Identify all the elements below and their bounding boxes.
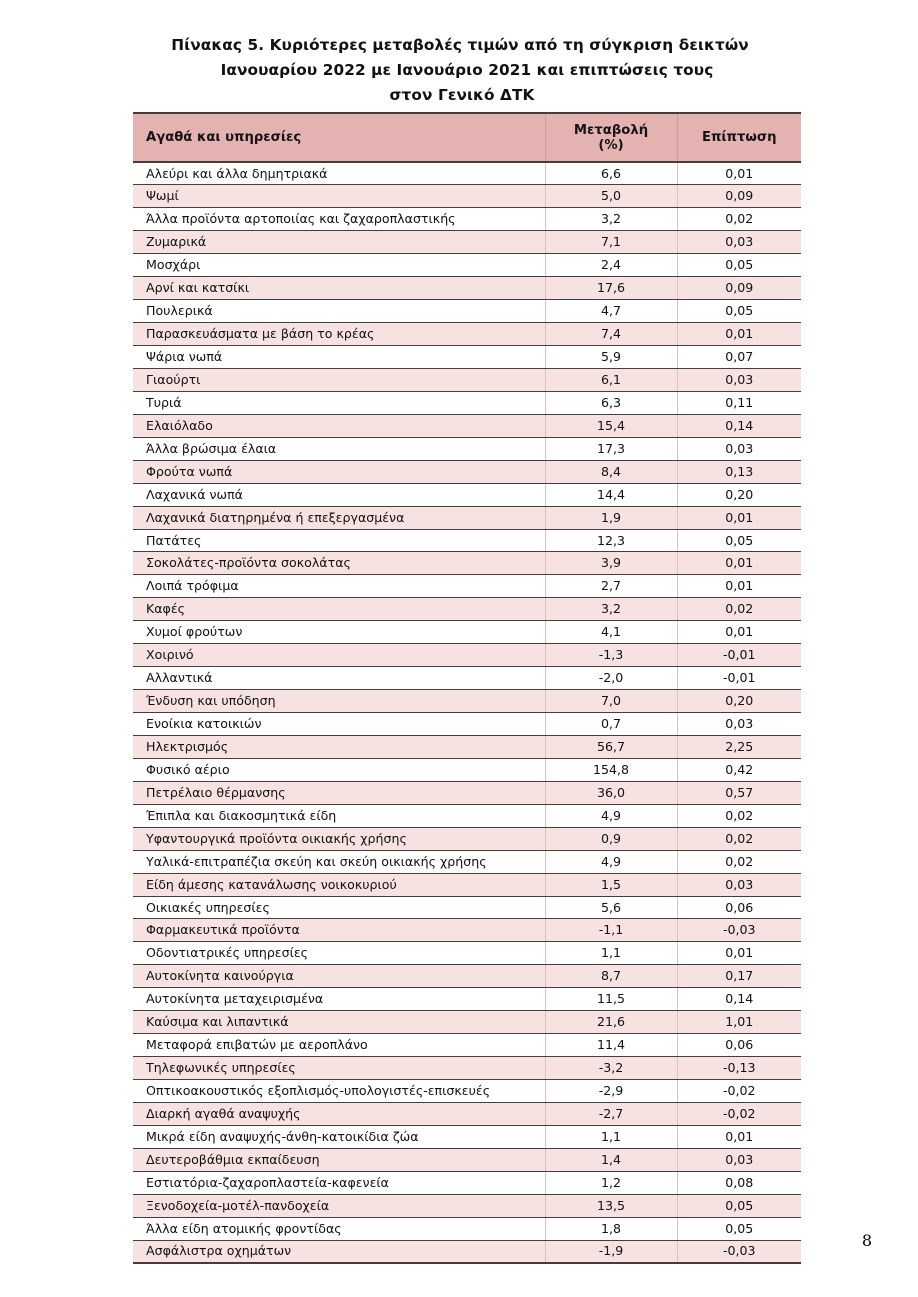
table-row [133,231,801,254]
cell-impact: 0,03 [677,368,801,391]
cell-item: Άλλα είδη ατομικής φροντίδας [133,1217,545,1240]
cell-impact: 0,09 [677,185,801,208]
cell-item: Ένδυση και υπόδηση [133,690,545,713]
cell-impact: 0,02 [677,827,801,850]
cell-change: 15,4 [545,414,677,437]
cell-item: Λοιπά τρόφιμα [133,575,545,598]
cell-impact: 0,02 [677,598,801,621]
cell-impact: -0,13 [677,1057,801,1080]
cell-change: 11,5 [545,988,677,1011]
cell-impact: 0,14 [677,414,801,437]
cell-change: 6,3 [545,391,677,414]
cell-change: 17,6 [545,277,677,300]
cell-impact: 0,20 [677,483,801,506]
cell-change: 8,7 [545,965,677,988]
cell-impact: 0,01 [677,323,801,346]
cell-change: 6,1 [545,368,677,391]
cell-impact: -0,03 [677,919,801,942]
cell-change: 1,5 [545,873,677,896]
table-row [133,873,801,896]
table-row [133,437,801,460]
cell-impact: 0,02 [677,208,801,231]
cell-item: Οικιακές υπηρεσίες [133,896,545,919]
cell-item: Ελαιόλαδο [133,414,545,437]
cell-item: Οδοντιατρικές υπηρεσίες [133,942,545,965]
cell-change: 2,4 [545,254,677,277]
cell-change: 8,4 [545,460,677,483]
cell-item: Υαλικά-επιτραπέζια σκεύη και σκεύη οικιακής χρήσης [133,850,545,873]
cell-change: 1,1 [545,1125,677,1148]
cell-item: Έπιπλα και διακοσμητικά είδη [133,804,545,827]
cell-item: Εστιατόρια-ζαχαροπλαστεία-καφενεία [133,1171,545,1194]
cell-item: Ενοίκια κατοικιών [133,713,545,736]
table-row [133,1125,801,1148]
cell-change: 12,3 [545,529,677,552]
cell-change: 13,5 [545,1194,677,1217]
cell-impact: 0,06 [677,1034,801,1057]
table-row [133,391,801,414]
cell-item: Αλεύρι και άλλα δημητριακά [133,162,545,185]
cell-impact: 0,57 [677,781,801,804]
cell-impact: 0,03 [677,713,801,736]
cell-impact: 0,02 [677,804,801,827]
cell-impact: 0,05 [677,300,801,323]
title-line-1: Πίνακας 5. Κυριότερες μεταβολές τιμών από τη σύγκριση δεικτών [171,36,749,54]
cell-change: 0,9 [545,827,677,850]
cell-impact: -0,02 [677,1080,801,1103]
cell-item: Φυσικό αέριο [133,758,545,781]
cell-change: 21,6 [545,1011,677,1034]
cell-impact: 0,01 [677,1125,801,1148]
cell-item: Άλλα προϊόντα αρτοποιίας και ζαχαροπλαστικής [133,208,545,231]
table-row [133,621,801,644]
table-row [133,598,801,621]
cell-change: 154,8 [545,758,677,781]
cell-impact: 0,05 [677,529,801,552]
cell-change: 1,8 [545,1217,677,1240]
table-row [133,1011,801,1034]
table-row [133,965,801,988]
cell-change: -3,2 [545,1057,677,1080]
cell-item: Διαρκή αγαθά αναψυχής [133,1102,545,1125]
title-line-2: Ιανουαρίου 2022 με Ιανουάριο 2021 και επιπτώσεις τους [220,61,714,79]
cell-change: 6,6 [545,162,677,185]
cell-impact: 0,01 [677,506,801,529]
cell-impact: 0,13 [677,460,801,483]
cell-change: 3,2 [545,598,677,621]
cell-item: Αυτοκίνητα μεταχειρισμένα [133,988,545,1011]
table-row [133,208,801,231]
table-row [133,735,801,758]
cell-item: Πετρέλαιο θέρμανσης [133,781,545,804]
cell-impact: 0,01 [677,162,801,185]
cell-item: Υφαντουργικά προϊόντα οικιακής χρήσης [133,827,545,850]
cell-item: Ψωμί [133,185,545,208]
cell-change: 0,7 [545,713,677,736]
price-changes-table [133,112,801,1264]
table-row [133,781,801,804]
cell-item: Φρούτα νωπά [133,460,545,483]
cell-impact: -0,02 [677,1102,801,1125]
table-row [133,346,801,369]
cell-item: Αλλαντικά [133,667,545,690]
cell-impact: 0,01 [677,575,801,598]
cell-impact: 0,03 [677,437,801,460]
cell-item: Πουλερικά [133,300,545,323]
table-row [133,1240,801,1263]
cell-change: -2,9 [545,1080,677,1103]
table-row [133,483,801,506]
cell-item: Πατάτες [133,529,545,552]
column-header-change: Μεταβολή (%) [545,113,677,162]
cell-impact: 0,03 [677,1148,801,1171]
cell-impact: 0,09 [677,277,801,300]
cell-impact: 0,08 [677,1171,801,1194]
cell-item: Σοκολάτες-προϊόντα σοκολάτας [133,552,545,575]
cell-item: Οπτικοακουστικός εξοπλισμός-υπολογιστές-επισκευές [133,1080,545,1103]
cell-change: 7,1 [545,231,677,254]
cell-impact: -0,01 [677,667,801,690]
cell-change: 1,1 [545,942,677,965]
cell-change: 3,2 [545,208,677,231]
table-header [133,113,801,162]
cell-change: -1,1 [545,919,677,942]
table-row [133,506,801,529]
table-row [133,1034,801,1057]
cell-change: 3,9 [545,552,677,575]
cell-item: Χυμοί φρούτων [133,621,545,644]
table-row [133,1057,801,1080]
cell-change: 4,7 [545,300,677,323]
cell-impact: 0,42 [677,758,801,781]
table-row [133,758,801,781]
cell-impact: 0,05 [677,1194,801,1217]
table-row [133,713,801,736]
cell-item: Είδη άμεσης κατανάλωσης νοικοκυριού [133,873,545,896]
cell-item: Τηλεφωνικές υπηρεσίες [133,1057,545,1080]
cell-change: -2,7 [545,1102,677,1125]
cell-change: 7,0 [545,690,677,713]
cell-change: 5,9 [545,346,677,369]
page-number: 8 [861,1231,872,1250]
table-row [133,1171,801,1194]
cell-item: Καφές [133,598,545,621]
table-row [133,919,801,942]
cell-change: 5,0 [545,185,677,208]
cell-impact: 0,02 [677,850,801,873]
cell-change: 1,9 [545,506,677,529]
table-row [133,896,801,919]
cell-impact: 0,05 [677,1217,801,1240]
cell-item: Αυτοκίνητα καινούργια [133,965,545,988]
cell-change: 1,4 [545,1148,677,1171]
page-title [0,33,918,108]
table-row [133,460,801,483]
cell-change: 17,3 [545,437,677,460]
cell-impact: 1,01 [677,1011,801,1034]
cell-impact: 0,06 [677,896,801,919]
cell-impact: 0,01 [677,621,801,644]
cell-item: Ασφάλιστρα οχημάτων [133,1240,545,1263]
cell-impact: 2,25 [677,735,801,758]
cell-item: Χοιρινό [133,644,545,667]
cell-impact: 0,05 [677,254,801,277]
table-row [133,277,801,300]
cell-item: Ψάρια νωπά [133,346,545,369]
cell-impact: 0,01 [677,552,801,575]
table-row [133,850,801,873]
cell-change: 36,0 [545,781,677,804]
cell-impact: 0,20 [677,690,801,713]
cell-impact: 0,14 [677,988,801,1011]
table-body [133,162,801,1263]
cell-item: Παρασκευάσματα με βάση το κρέας [133,323,545,346]
table-row [133,988,801,1011]
cell-item: Τυριά [133,391,545,414]
table-row [133,827,801,850]
cell-item: Δευτεροβάθμια εκπαίδευση [133,1148,545,1171]
cell-item: Λαχανικά διατηρημένα ή επεξεργασμένα [133,506,545,529]
table-row [133,690,801,713]
cell-change: 4,1 [545,621,677,644]
cell-item: Ηλεκτρισμός [133,735,545,758]
cell-impact: 0,07 [677,346,801,369]
cell-change: -1,3 [545,644,677,667]
cell-item: Μικρά είδη αναψυχής-άνθη-κατοικίδια ζώα [133,1125,545,1148]
cell-change: -1,9 [545,1240,677,1263]
cell-change: 56,7 [545,735,677,758]
cell-change: 4,9 [545,850,677,873]
table-row [133,804,801,827]
cell-change: 14,4 [545,483,677,506]
table-row [133,1148,801,1171]
cell-impact: -0,01 [677,644,801,667]
table-row [133,529,801,552]
table-row [133,1217,801,1240]
cell-item: Ξενοδοχεία-μοτέλ-πανδοχεία [133,1194,545,1217]
cell-item: Μοσχάρι [133,254,545,277]
column-header-impact: Επίπτωση [677,113,801,162]
table-row [133,414,801,437]
cell-impact: 0,03 [677,231,801,254]
cell-item: Καύσιμα και λιπαντικά [133,1011,545,1034]
cell-item: Φαρμακευτικά προϊόντα [133,919,545,942]
table-row [133,323,801,346]
cell-item: Άλλα βρώσιμα έλαια [133,437,545,460]
title-line-3: στον Γενικό ΔΤΚ [389,86,535,104]
column-header-item: Αγαθά και υπηρεσίες [133,113,545,162]
cell-change: -2,0 [545,667,677,690]
table-row [133,368,801,391]
table-header-row [133,113,801,162]
table-row [133,667,801,690]
table-row [133,644,801,667]
table-row [133,552,801,575]
cell-item: Μεταφορά επιβατών με αεροπλάνο [133,1034,545,1057]
table-row [133,300,801,323]
cell-impact: 0,03 [677,873,801,896]
table-row [133,254,801,277]
cell-change: 7,4 [545,323,677,346]
cell-impact: 0,11 [677,391,801,414]
cell-impact: 0,17 [677,965,801,988]
cell-change: 4,9 [545,804,677,827]
table-row [133,942,801,965]
cell-change: 5,6 [545,896,677,919]
table-row [133,575,801,598]
table-row [133,185,801,208]
cell-item: Αρνί και κατσίκι [133,277,545,300]
table-row [133,162,801,185]
cell-change: 2,7 [545,575,677,598]
table-row [133,1080,801,1103]
cell-impact: -0,03 [677,1240,801,1263]
cell-change: 11,4 [545,1034,677,1057]
cell-impact: 0,01 [677,942,801,965]
cell-item: Γιαούρτι [133,368,545,391]
cell-change: 1,2 [545,1171,677,1194]
table-row [133,1102,801,1125]
table-row [133,1194,801,1217]
cell-item: Λαχανικά νωπά [133,483,545,506]
cell-item: Ζυμαρικά [133,231,545,254]
